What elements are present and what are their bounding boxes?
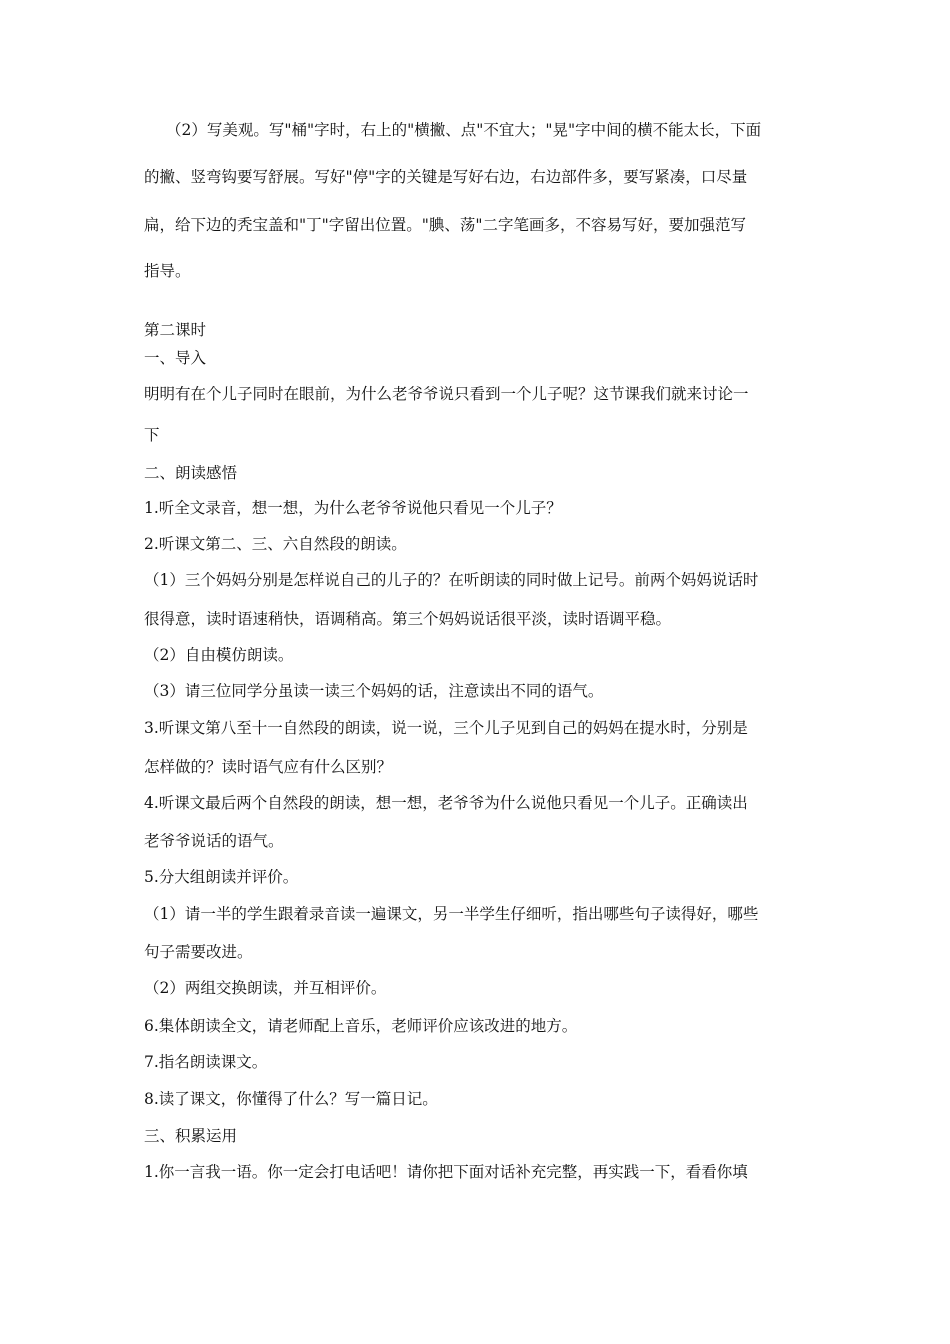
sub-item: （3）请三位同学分虽读一读三个妈妈的话，注意读出不同的语气。	[144, 682, 604, 700]
paragraph-line: 下	[144, 426, 160, 444]
list-item: 4.听课文最后两个自然段的朗读，想一想，老爷爷为什么说他只看见一个儿子。正确读出	[144, 794, 748, 812]
sub-item: （1）请一半的学生跟着录音读一遍课文，另一半学生仔细听，指出哪些句子读得好，哪些	[144, 905, 759, 923]
paragraph-line: 指导。	[144, 262, 191, 280]
paragraph-line: （2）写美观。写"桶"字时，右上的"横撇、点"不宜大；"晃"字中间的横不能太长，下面	[166, 121, 762, 139]
paragraph-line: 怎样做的？读时语气应有什么区别？	[144, 758, 393, 776]
paragraph-line: 扁，给下边的秃宝盖和"丁"字留出位置。"腆、荡"二字笔画多，不容易写好，要加强范写	[144, 216, 747, 234]
list-item: 7.指名朗读课文。	[144, 1053, 268, 1071]
paragraph-line: 明明有在个儿子同时在眼前，为什么老爷爷说只看到一个儿子呢？这节课我们就来讨论一	[144, 385, 749, 403]
paragraph-line: 的撇、竖弯钩要写舒展。写好"停"字的关键是写好右边，右边部件多，要写紧凑，口尽量	[144, 168, 748, 186]
section-title: 第二课时	[144, 321, 207, 339]
sub-item: （2）自由模仿朗读。	[144, 646, 294, 664]
list-item: 8.读了课文，你懂得了什么？写一篇日记。	[144, 1090, 438, 1108]
list-item: 3.听课文第八至十一自然段的朗读，说一说，三个儿子见到自己的妈妈在提水时，分别是	[144, 719, 748, 737]
paragraph-line: 句子需要改进。	[144, 943, 253, 961]
sub-item: （1）三个妈妈分别是怎样说自己的儿子的？在听朗读的同时做上记号。前两个妈妈说话时	[144, 571, 759, 589]
section-heading: 三、积累运用	[144, 1127, 238, 1145]
paragraph-line: 老爷爷说话的语气。	[144, 832, 284, 850]
list-item: 1.你一言我一语。你一定会打电话吧！请你把下面对话补充完整，再实践一下，看看你填	[144, 1163, 748, 1181]
section-heading: 二、朗读感悟	[144, 464, 238, 482]
sub-item: （2）两组交换朗读，并互相评价。	[144, 979, 387, 997]
list-item: 1.听全文录音，想一想，为什么老爷爷说他只看见一个儿子？	[144, 499, 562, 517]
list-item: 6.集体朗读全文，请老师配上音乐，老师评价应该改进的地方。	[144, 1017, 578, 1035]
paragraph-line: 很得意，读时语速稍快，语调稍高。第三个妈妈说话很平淡，读时语调平稳。	[144, 610, 672, 628]
list-item: 2.听课文第二、三、六自然段的朗读。	[144, 535, 407, 553]
list-item: 5.分大组朗读并评价。	[144, 868, 299, 886]
section-heading: 一、导入	[144, 349, 207, 367]
